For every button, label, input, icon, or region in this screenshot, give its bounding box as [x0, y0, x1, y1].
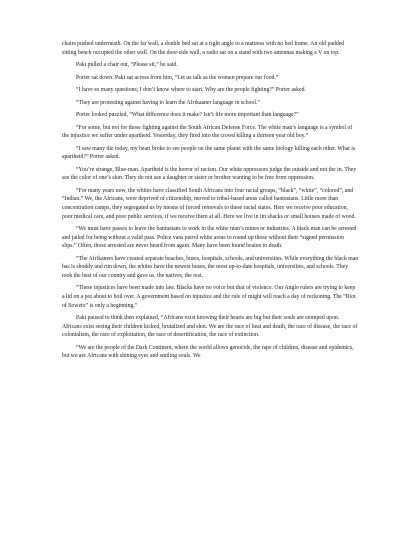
paragraph: Porter sat down. Paki sat across from him, “Let us talk as the women prepare our food.” — [76, 74, 279, 81]
paragraph: Porter looked puzzled, “What difference does it make? Isn’t life more important than language?” — [76, 112, 299, 119]
paragraph: “They are protesting against having to learn the Afrikaaner language in school.” — [76, 99, 260, 106]
body-text — [62, 40, 359, 365]
paragraph: “You’re strange, Blue-man. Apartheid is the horror of racism. Our white oppressors judge the outside and not the in. They see the color of one’s skin. They do not see a daughter or sister or brother wanting to be free from oppression. — [62, 166, 357, 182]
paragraph: Paki paused to think then explained, “Africans exist knowing their hearts are big but their souls are stomped upon. Africans exist seeing their children kicked, brutalized and shot. We are the race of heat and death, the race of disease, the race of colonialism, the race of exploitation, the race of desertification, the race of extinction. — [62, 315, 358, 339]
paragraph: “For some, but not for those fighting against the South African Defense Force. The white man’s language is a symbol of the injustice we suffer under apartheid. Yesterday, they fired into the crowd killing a thirteen year old boy.” — [62, 124, 353, 140]
paragraph: “The Afrikaners have created separate beaches, buses, hospitals, schools, and universities. While everything the black man has is shoddy and run down, the whites have the newest buses, the most up-to-date hospitals, universities, and schools. They took the best of our country and gave us, the natives, the rest. — [62, 255, 359, 279]
paragraph: “I saw many die today, my heart broke to see people on the same planet with the same biology killing each other. What is apartheid?” Porter asked. — [62, 145, 356, 161]
paragraph: “We must have passes to leave the bantustans to work in the white man’s mines or industries. A black man can be arrested and jailed for being without a valid pass. Police vans patrol white areas to round up those without their “signed permission slips.” Often, those arrested are never heard from again. Many have been found beaten to death. — [62, 226, 357, 250]
paragraph: “We are the people of the Dark Continent, where the world allows genocide, the rape of children, disease and epidemics, but we are Africans with shining eyes and smiling souls. We — [62, 344, 354, 360]
paragraph: chairs pushed underneath. On the far wall, a double bed sat at a right angle to a mattress with no bed frame. An old padded sitting bench occupied the other wall. On the door-side wall, a radio sat on a stand with two antennas making a V on top. — [62, 41, 345, 56]
paragraph: “I have so many questions; I don’t know where to start. Why are the people fighting?” Porter asked. — [76, 87, 306, 94]
paragraph: Paki pulled a chair out, “Please sit,” he said. — [76, 62, 178, 69]
paragraph: “These injustices have been made into law. Blacks have no voice but that of violence. Our Anglo rulers are trying to keep a lid on a pot about to boil over. A government based on injustice and the rule of might will reach a day of reckoning. The “Riot of Soweto” is only a beginning.” — [62, 285, 356, 309]
paragraph: “For many years now, the whites have classified South Africans into four racial groups, “black”, “white”, “colored”, and “Indian.” We, the Africans, were deprived of citizenship, moved to tribal-based areas called bantustans. Little more than concentration camps, they segregated us by means of forced removals to these racial states. Here we receive poor education, poor medical care, and poor public services, if we receive them at all. Here we live in tin shacks or small houses made of wood. — [62, 187, 356, 220]
